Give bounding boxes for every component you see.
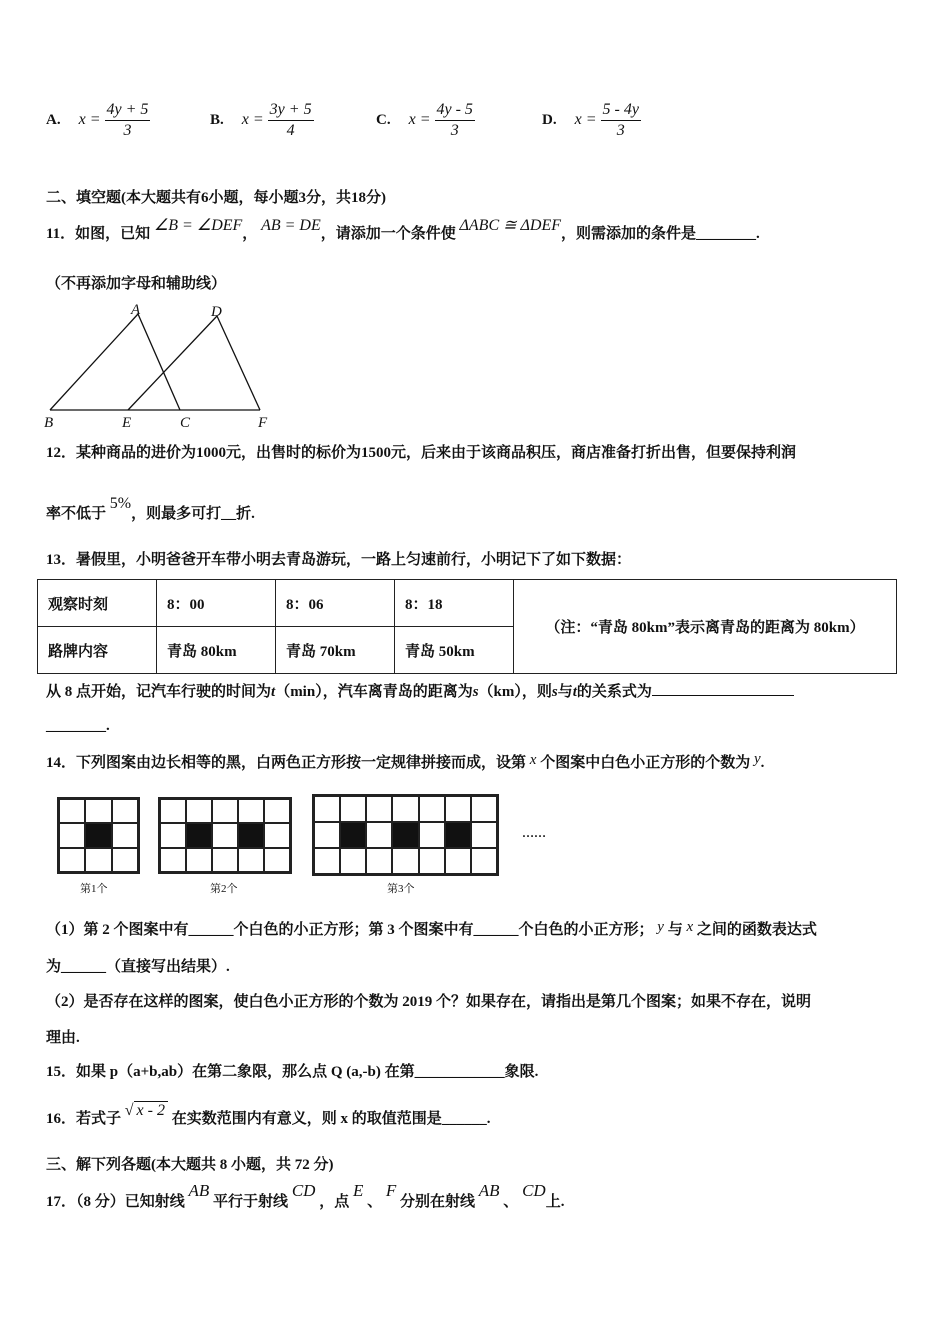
q11-note: （不再添加字母和辅助线） [46,276,227,292]
label-e: E [122,415,132,431]
q13-text-b: （min），汽车离青岛的距离为 [275,684,473,700]
radicand: x - 2 [134,1101,168,1119]
var-y: y [657,919,664,935]
option-letter: C. [376,112,391,129]
caption-2: 第2个 [210,883,238,895]
q12-suffix: ，则最多可打__折. [131,506,255,522]
q13-text-c: （km），则 [478,684,552,700]
q14-p1-b: 与 [667,922,683,938]
answer-blank [652,695,794,696]
option-denominator: 3 [123,122,132,139]
section-heading-solve: 三、解下列各题(本大题共 8 小题，共 72 分) [46,1157,334,1173]
segment-ba [50,314,138,410]
question-11 [46,217,760,243]
q14-part1-tail: 为______（直接写出结果）. [46,959,230,975]
var-s: s [472,684,479,700]
option-numerator: 4y + 5 [105,100,151,121]
var-y: y [753,751,761,767]
label-b: B [44,415,54,431]
continuation-dots: …… [522,826,546,840]
table-cell: 青岛 50km [395,627,514,674]
q17-text-f: 、 [503,1194,519,1210]
var-s: s [551,684,558,700]
question-15 [46,1060,538,1081]
var-t: t [271,684,276,700]
q15-text-b: 象限. [504,1064,539,1080]
q13-tail: ________. [46,718,110,734]
option-numerator: 5 - 4y [601,100,641,121]
q16-text-b: 在实数范围内有意义，则 x 的取值范围是______. [171,1111,491,1127]
label-c: C [180,415,191,431]
table-cell: 8：06 [276,580,395,627]
q17-text-g: 上. [545,1194,565,1210]
question-16 [46,1102,491,1128]
q13-text: 13．暑假里，小明爸爸开车带小明去青岛游玩，一路上匀速前行，小明记下了如下数据： [46,552,632,568]
q14-text-b: 个图案中白色小正方形的个数为 [540,755,751,771]
segment-ed [128,316,217,410]
q12-line1: 12．某种商品的进价为1000元，出售时的标价为1500元，后来由于该商品积压，商店准备打折出售，但要保持利润 [46,445,797,461]
q15-text-a: 15．如果 p（a+b,ab）在第二象限，那么点 Q (a,-b) 在第 [46,1064,415,1080]
q17-text-b: 平行于射线 [213,1194,289,1210]
table-cell: 路牌内容 [38,627,157,674]
ray-cd: CD [291,1181,316,1200]
q11-math-angle: ∠B = ∠DEF [153,217,243,234]
q14-text [46,751,764,772]
var-x: x [686,919,694,935]
option-denominator: 4 [286,122,295,139]
caption-1: 第1个 [80,883,108,895]
q17-text-e: 分别在射线 [400,1194,476,1210]
table-cell: 观察时刻 [38,580,157,627]
q14-text-a: 14．下列图案由边长相等的黑，白两色正方形按一定规律拼接而成，设第 [46,755,527,771]
option-lhs: x = [574,111,597,129]
ray-cd: CD [522,1181,546,1200]
table-cell: 青岛 70km [276,627,395,674]
q13-relation [46,680,794,701]
q11-prefix: 11．如图，已知 [46,226,151,242]
segment-df [217,316,260,410]
option-denominator: 3 [450,122,459,139]
radical: √ x - 2 [125,1102,168,1119]
label-f: F [258,415,268,431]
q16-text-a: 16．若式子 [46,1111,122,1127]
option-lhs: x = [241,111,264,129]
pattern-3 [312,794,499,876]
black-square [392,822,418,848]
question-17 [46,1181,565,1211]
q11-math-congruent: ΔABC ≅ ΔDEF [459,217,562,234]
option-lhs: x = [408,111,431,129]
ray-ab: AB [478,1181,500,1200]
q14-part2-tail: 理由. [46,1030,80,1046]
q14-p1-a: （1）第 2 个图案中有______个白色的小正方形；第 3 个图案中有______个白色的小正方形； [46,922,654,938]
option-letter: B. [210,112,224,129]
q13-text-d: 与 [557,684,573,700]
q14-part2: （2）是否存在这样的图案，使白色小正方形的个数为 2019 个？如果存在，请指出是第几个图案；如果不存在，说明 [46,994,812,1010]
table-row [38,580,897,627]
q14-p1-c: 之间的函数表达式 [696,922,817,938]
var-t: t [572,684,577,700]
black-square [238,823,264,847]
table-cell: 8：00 [157,580,276,627]
black-square [340,822,366,848]
black-square [186,823,212,847]
option-a [46,100,150,141]
option-denominator: 3 [616,122,625,139]
triangle-figure [40,300,280,435]
point-f: F [385,1181,397,1200]
q17-text-c: ，点 [319,1194,350,1210]
table-note: （注：“青岛 80km”表示离青岛的距离为 80km） [514,580,897,674]
section-heading-fill-in: 二、填空题(本大题共有6小题，每小题3分，共18分) [46,190,386,206]
option-d [542,100,641,141]
ray-ab: AB [188,1181,210,1200]
option-c [376,100,475,141]
q17-text-d: 、 [367,1194,383,1210]
q14-part1 [46,918,817,939]
q11-math-sides: AB = DE [261,217,321,234]
q11-mid: ，请添加一个条件使 [320,226,456,242]
table-cell: 8：18 [395,580,514,627]
q12-line2 [46,495,255,523]
option-letter: D. [542,112,557,129]
table-cell: 青岛 80km [157,627,276,674]
black-square [85,823,111,847]
q11-sep: ， [242,226,258,242]
option-numerator: 4y - 5 [435,100,475,121]
option-numerator: 3y + 5 [268,100,314,121]
label-a: A [131,302,141,318]
q17-text-a: 17．（8 分）已知射线 [46,1194,185,1210]
q12-percent: 5% [109,495,132,512]
pattern-1 [57,797,140,874]
point-e: E [352,1181,364,1200]
q13-text-a: 从 8 点开始，记汽车行驶的时间为 [46,684,272,700]
option-letter: A. [46,112,61,129]
q12-prefix: 率不低于 [46,506,107,522]
q13-text-e: 的关系式为 [576,684,652,700]
option-lhs: x = [78,111,101,129]
answer-blank: ____________ [414,1064,505,1080]
option-b [210,100,314,141]
q11-suffix: ，则需添加的条件是________. [561,226,760,242]
var-x: x [529,752,537,768]
black-square [445,822,471,848]
label-d: D [211,304,222,320]
pattern-2 [158,797,292,874]
q14-text-c: . [760,755,765,771]
caption-3: 第3个 [387,883,415,895]
observation-table [37,579,897,674]
